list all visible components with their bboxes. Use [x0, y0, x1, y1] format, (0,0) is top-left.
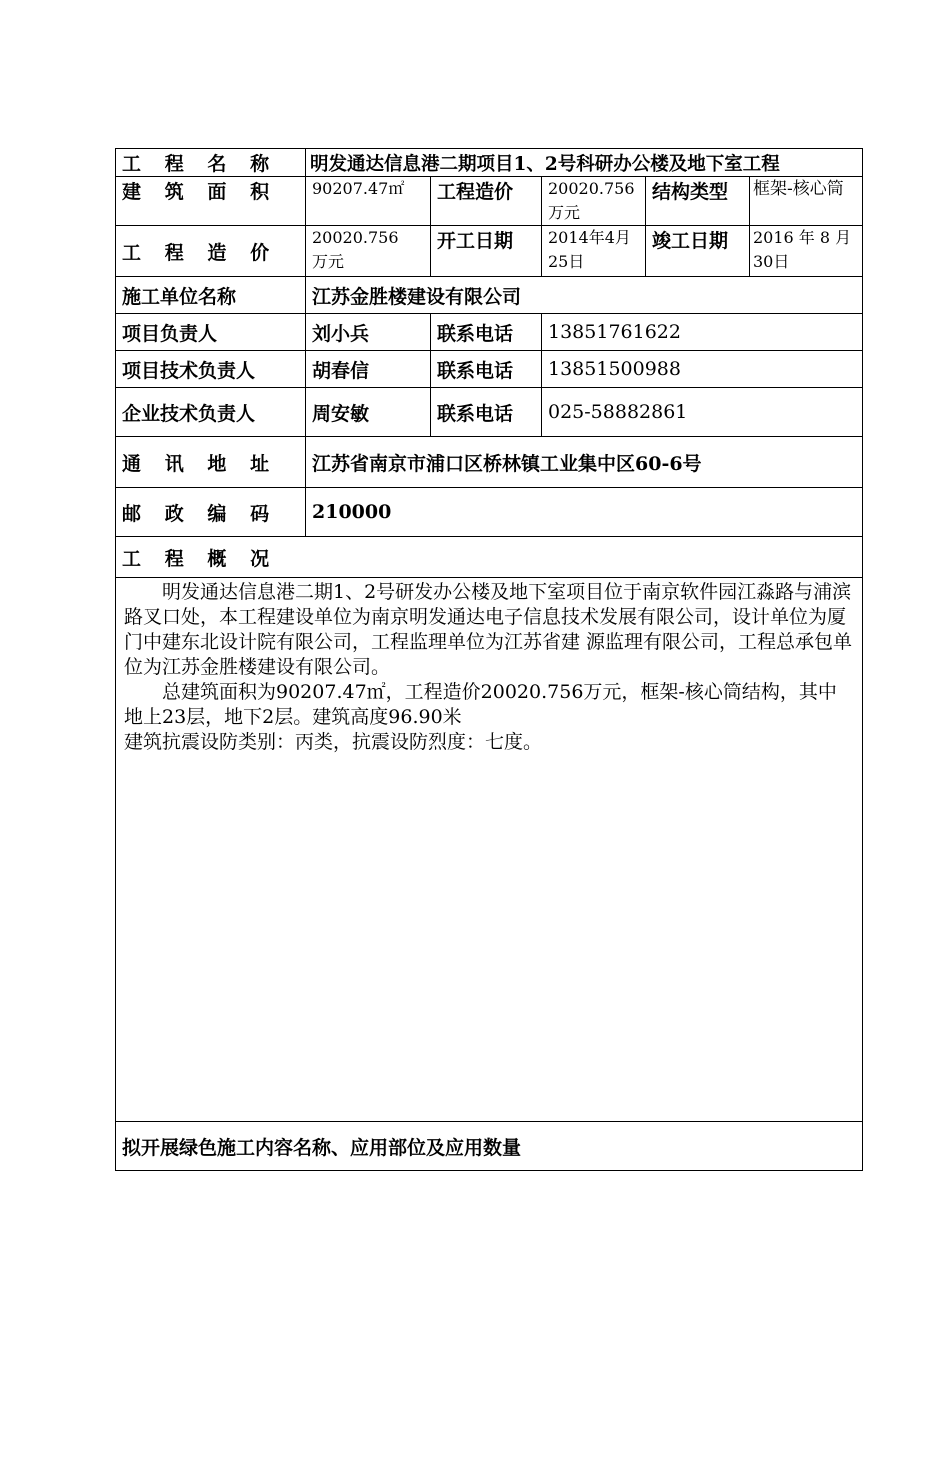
label-start-date: 开工日期: [431, 226, 542, 277]
value-structure-type: 框架-核心筒: [750, 177, 863, 226]
project-info-table: [115, 148, 863, 1171]
overview-paragraph-2: 总建筑面积为90207.47㎡，工程造价20020.756万元，框架-核心筒结构，其中地上23层，地下2层。建筑高度96.90米: [124, 681, 837, 728]
label-phone-2: 联系电话: [431, 351, 542, 388]
row-building-area: [116, 177, 863, 226]
overview-text: [116, 578, 863, 1122]
value-address: 江苏省南京市浦口区桥林镇工业集中区60-6号: [306, 437, 863, 488]
row-enterprise-tech: [116, 388, 863, 437]
row-contractor: [116, 277, 863, 314]
label-cost-2: 工 程 造 价: [116, 226, 306, 277]
overview-paragraph-3: 建筑抗震设防类别：丙类，抗震设防烈度：七度。: [124, 731, 543, 753]
label-enterprise-tech: 企业技术负责人: [116, 388, 306, 437]
value-building-area: 90207.47㎡: [306, 177, 431, 226]
row-overview-body: [116, 578, 863, 1122]
value-end-date: 2016 年 8 月 30日: [750, 226, 863, 277]
value-project-name: 明发通达信息港二期项目1、2号科研办公楼及地下室工程: [306, 149, 863, 177]
label-end-date: 竣工日期: [646, 226, 750, 277]
row-postcode: [116, 488, 863, 537]
overview-paragraph-1: 明发通达信息港二期1、2号研发办公楼及地下室项目位于南京软件园江淼路与浦滨路叉口处，本工程建设单位为南京明发通达电子信息技术发展有限公司，设计单位为厦门中建东北设计院有限公司，工程监理单位为江苏省建 源监理有限公司，工程总承包单位为江苏金胜楼建设有限公司。: [124, 581, 853, 678]
label-project-name: 工 程 名 称: [116, 149, 306, 177]
row-tech-manager: [116, 351, 863, 388]
label-tech-manager: 项目技术负责人: [116, 351, 306, 388]
row-project-name: [116, 149, 863, 177]
row-address: [116, 437, 863, 488]
label-contractor: 施工单位名称: [116, 277, 306, 314]
value-postcode: 210000: [306, 488, 863, 537]
row-project-manager: [116, 314, 863, 351]
label-phone-1: 联系电话: [431, 314, 542, 351]
row-green-construction: [116, 1122, 863, 1171]
value-cost: 20020.756 万元: [542, 177, 646, 226]
value-contractor: 江苏金胜楼建设有限公司: [306, 277, 863, 314]
value-project-manager: 刘小兵: [306, 314, 431, 351]
value-enterprise-tech: 周安敏: [306, 388, 431, 437]
value-start-date: 2014年4月 25日: [542, 226, 646, 277]
row-overview-heading: [116, 537, 863, 578]
label-project-manager: 项目负责人: [116, 314, 306, 351]
label-overview: 工 程 概 况: [116, 537, 863, 578]
label-building-area: 建 筑 面 积: [116, 177, 306, 226]
label-address: 通 讯 地 址: [116, 437, 306, 488]
value-phone-3: 025-58882861: [542, 388, 863, 437]
value-tech-manager: 胡春信: [306, 351, 431, 388]
label-postcode: 邮 政 编 码: [116, 488, 306, 537]
project-info-form: [115, 148, 862, 1474]
value-phone-1: 13851761622: [542, 314, 863, 351]
label-phone-3: 联系电话: [431, 388, 542, 437]
value-phone-2: 13851500988: [542, 351, 863, 388]
label-structure-type: 结构类型: [646, 177, 750, 226]
label-green-construction: 拟开展绿色施工内容名称、应用部位及应用数量: [116, 1122, 863, 1171]
value-cost-2: 20020.756 万元: [306, 226, 431, 277]
row-cost: [116, 226, 863, 277]
label-cost: 工程造价: [431, 177, 542, 226]
